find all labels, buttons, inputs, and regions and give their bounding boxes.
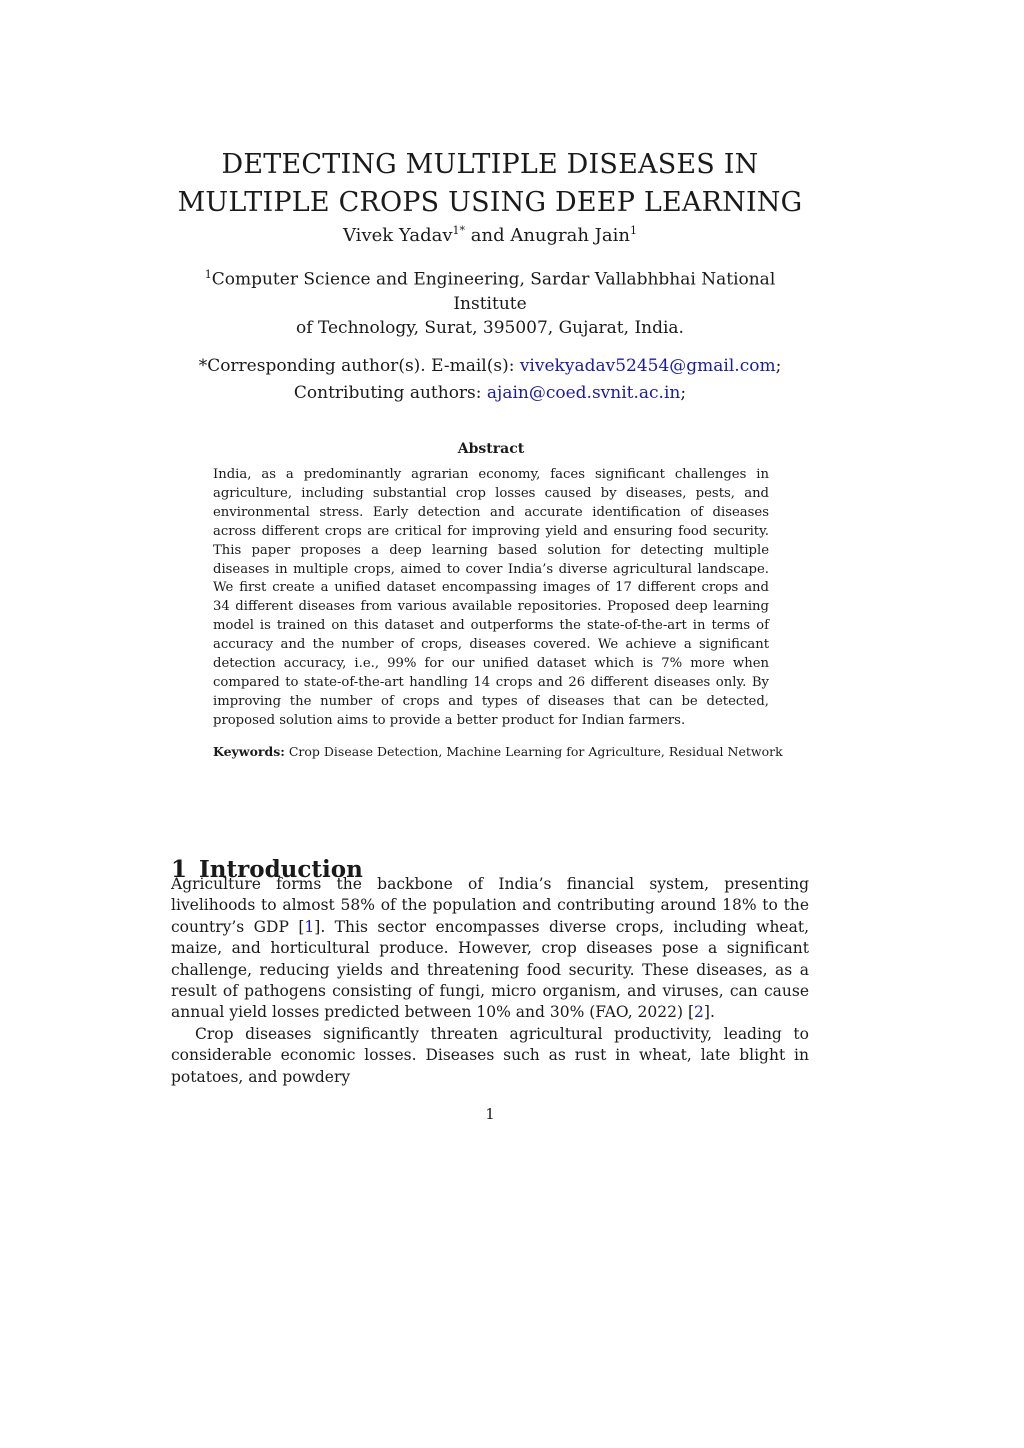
citation-link-1[interactable]: 1: [304, 917, 315, 936]
author-2-name: Anugrah Jain: [510, 225, 630, 246]
affiliation-mark: 1: [204, 268, 212, 281]
affiliation: [190, 263, 790, 340]
contact-block: [170, 353, 810, 407]
author-1-affil-mark: 1*: [452, 224, 466, 237]
section-title: Introduction: [199, 856, 363, 884]
corresponding-label: *Corresponding author(s). E-mail(s):: [198, 356, 520, 376]
intro-p1-text-a: Agriculture forms the backbone of India’s financial system, presenting livelihoods to almost 58% of the population and contributing around 18% to the country’s GDP [: [171, 875, 809, 936]
page-number: 1: [485, 1105, 495, 1123]
intro-paragraph-2: Crop diseases significantly threaten agricultural productivity, leading to considerable economic losses. Diseases such as rust in wheat, late blight in potatoes, and powdery: [171, 1024, 809, 1086]
title-line-2: MULTIPLE CROPS USING DEEP LEARNING: [177, 187, 803, 219]
author-1-name: Vivek Yadav: [343, 225, 453, 246]
affiliation-line-1: Computer Science and Engineering, Sardar Vallabhbhai National Institute: [211, 269, 776, 314]
corresponding-email-link[interactable]: vivekyadav52454@gmail.com: [519, 356, 776, 376]
corresponding-separator: ;: [775, 356, 782, 376]
paper-title: [170, 146, 810, 222]
intro-p1-text-b: ]. This sector encompasses diverse crops, including wheat, maize, and horticultural produce. However, crop diseases pose a significant challenge, reducing yields and threatening food security. These diseases, as a result of pathogens consisting of fungi, micro organism, and viruses, can cause annual yield losses predicted between 10% and 30% (FAO, 2022) [: [171, 917, 809, 1022]
intro-paragraph-1: [171, 874, 809, 1024]
abstract-heading: Abstract: [457, 441, 525, 457]
contributing-label: Contributing authors:: [293, 383, 487, 403]
abstract-text: India, as a predominantly agrarian economy, faces significant challenges in agriculture, including substantial crop losses caused by diseases, pests, and environmental stress. Early detection and accurate identification of diseases across different crops are critical for improving yield and ensuring food security. This paper proposes a deep learning based solution for detecting multiple diseases in multiple crops, aimed to cover India’s diverse agricultural landscape. We first create a unified dataset encompassing images of 17 different crops and 34 different diseases from various available repositories. Proposed deep learning model is trained on this dataset and outperforms the state-of-the-art in terms of accuracy and the number of crops, diseases covered. We achieve a significant detection accuracy, i.e., 99% for our unified dataset which is 7% more when compared to state-of-the-art handling 14 crops and 26 different diseases only. By improving the number of crops and types of diseases that can be detected, proposed solution aims to provide a better product for Indian farmers.: [213, 467, 769, 728]
keywords-text: Crop Disease Detection, Machine Learning for Agriculture, Residual Network: [284, 744, 783, 759]
intro-p1-text-c: ].: [703, 1003, 715, 1022]
introduction-body: [171, 874, 809, 1088]
affiliation-line-2: of Technology, Surat, 395007, Gujarat, India.: [296, 317, 684, 338]
keywords: [213, 744, 813, 759]
section-number: 1: [171, 856, 188, 884]
citation-link-2[interactable]: 2: [694, 1003, 704, 1022]
title-line-1: DETECTING MULTIPLE DISEASES IN: [221, 149, 759, 181]
author-list: [170, 224, 810, 246]
contributing-email-link[interactable]: ajain@coed.svnit.ac.in: [486, 383, 681, 403]
author-conjunction: and: [465, 225, 511, 246]
keywords-label: Keywords:: [213, 744, 285, 759]
author-2-affil-mark: 1: [629, 224, 637, 237]
contributing-separator: ;: [680, 383, 687, 403]
